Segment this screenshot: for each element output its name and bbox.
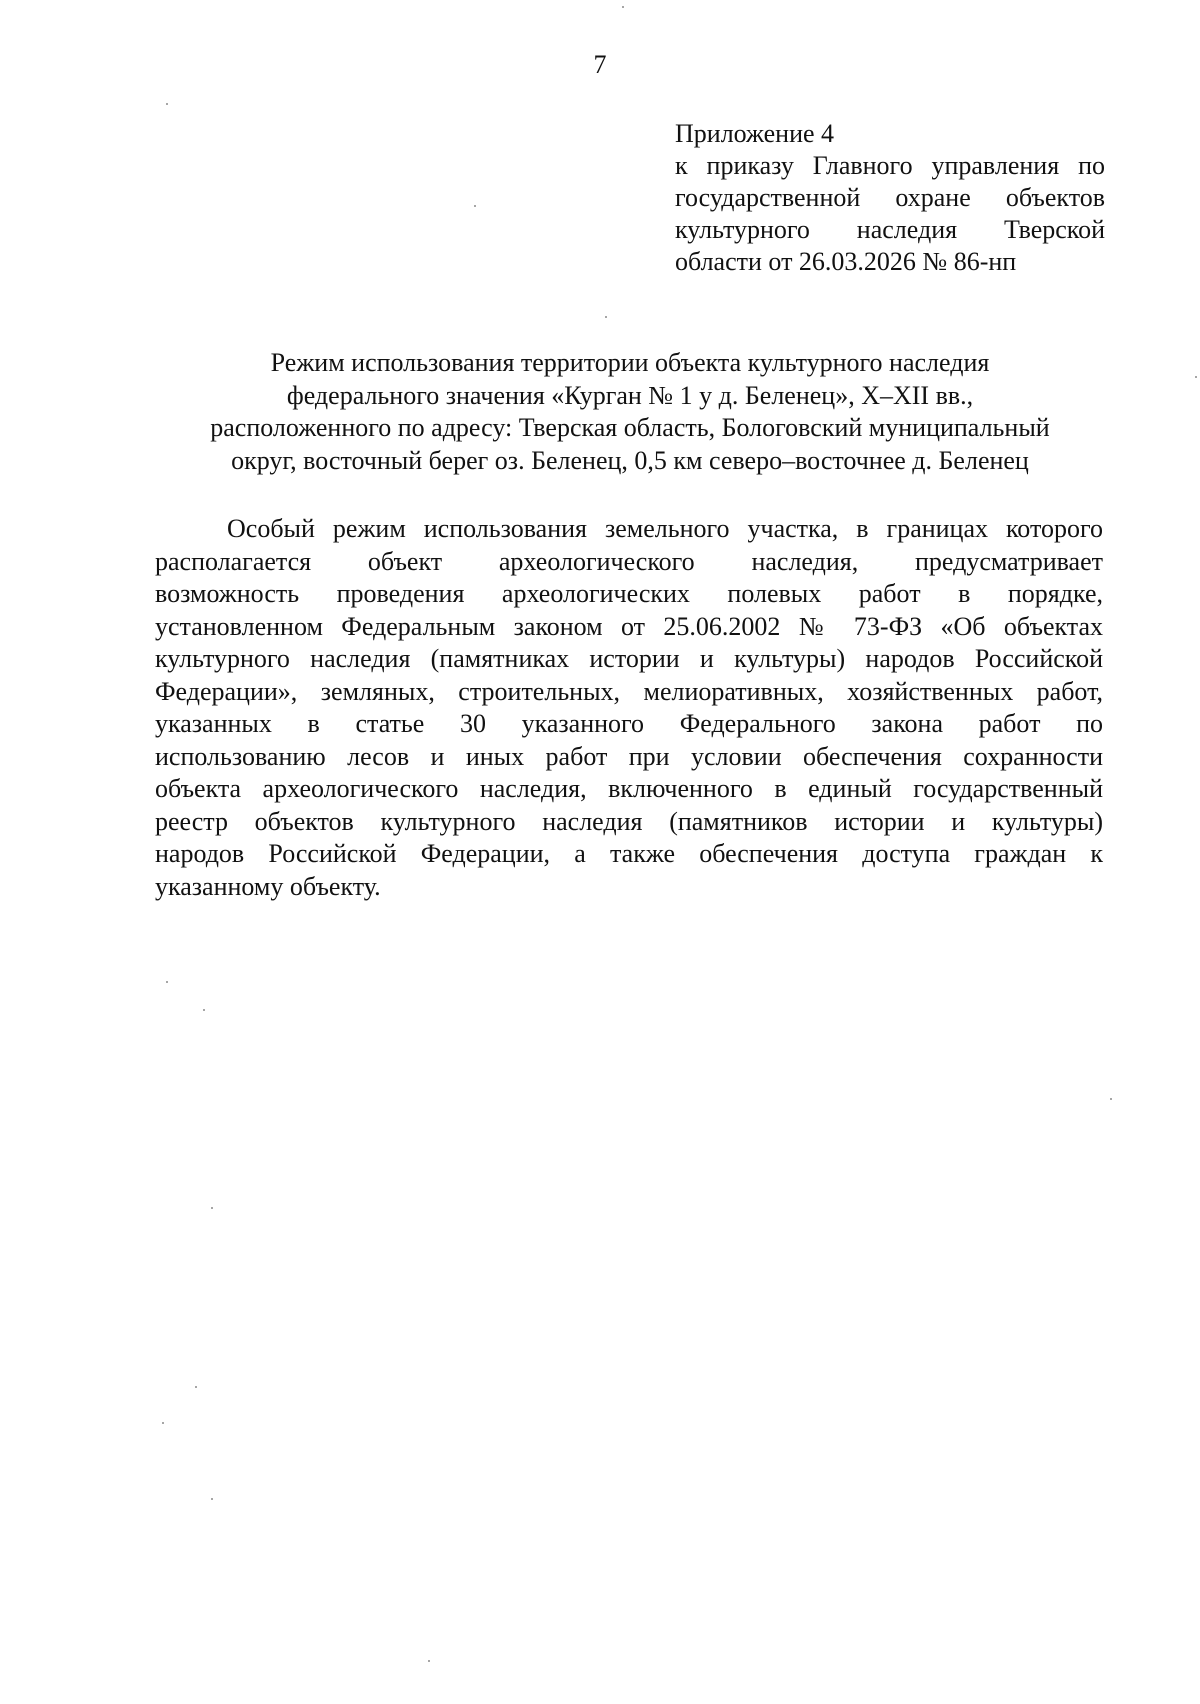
- scan-speck: [203, 1009, 205, 1011]
- title-line: федерального значения «Курган № 1 у д. Беленец», X–XII вв.,: [286, 380, 974, 410]
- scan-speck: [622, 6, 624, 8]
- appendix-line: области от 26.03.2026 № 86-нп: [675, 247, 1017, 276]
- body-line: Федерации», земляных, строительных, мелиоративных, хозяйственных работ,: [155, 676, 1103, 706]
- body-line: реестр объектов культурного наследия (памятников истории и культуры): [155, 806, 1103, 836]
- body-line: возможность проведения археологических полевых работ в порядке,: [155, 579, 1103, 608]
- appendix-line: культурного наследия Тверской: [675, 215, 1105, 244]
- appendix-line: Приложение 4: [675, 119, 835, 148]
- body-line: народов Российской Федерации, а также обеспечения доступа граждан к: [155, 839, 1103, 868]
- body-line: культурного наследия (памятниках истории и культуры) народов Российской: [155, 644, 1103, 673]
- body-line: располагается объект археологического наследия, предусматривает: [155, 546, 1103, 576]
- appendix-line: государственной охране объектов: [675, 183, 1105, 212]
- scan-speck: [166, 981, 168, 983]
- appendix-header: [675, 118, 1105, 278]
- scan-speck: [1110, 1098, 1112, 1100]
- appendix-line: к приказу Главного управления по: [675, 151, 1105, 180]
- document-title: [150, 347, 1110, 477]
- title-line: Режим использования территории объекта культурного наследия: [270, 348, 990, 377]
- body-line: Особый режим использования земельного участка, в границах которого: [227, 514, 1103, 543]
- scan-speck: [195, 1386, 197, 1388]
- body-line: использованию лесов и иных работ при условии обеспечения сохранности: [155, 741, 1103, 771]
- body-paragraph: [155, 513, 1103, 903]
- scan-speck: [1195, 376, 1197, 378]
- body-line: установленном Федеральным законом от 25.06.2002 № 73-ФЗ «Об объектах: [155, 611, 1103, 641]
- scan-speck: [211, 1207, 213, 1209]
- body-line: объекта археологического наследия, включенного в единый государственный: [155, 774, 1103, 803]
- scan-speck: [166, 103, 168, 105]
- title-line: округ, восточный берег оз. Беленец, 0,5 км северо–восточнее д. Беленец: [231, 445, 1029, 475]
- scan-speck: [428, 1660, 430, 1662]
- scan-speck: [211, 1498, 213, 1500]
- scan-speck: [474, 205, 476, 207]
- body-line: указанному объекту.: [155, 871, 381, 901]
- title-line: расположенного по адресу: Тверская область, Бологовский муниципальный: [210, 413, 1050, 442]
- page-number: 7: [593, 50, 607, 79]
- scan-speck: [605, 316, 607, 318]
- scan-speck: [162, 1422, 164, 1424]
- body-line: указанных в статье 30 указанного Федерального закона работ по: [155, 709, 1103, 738]
